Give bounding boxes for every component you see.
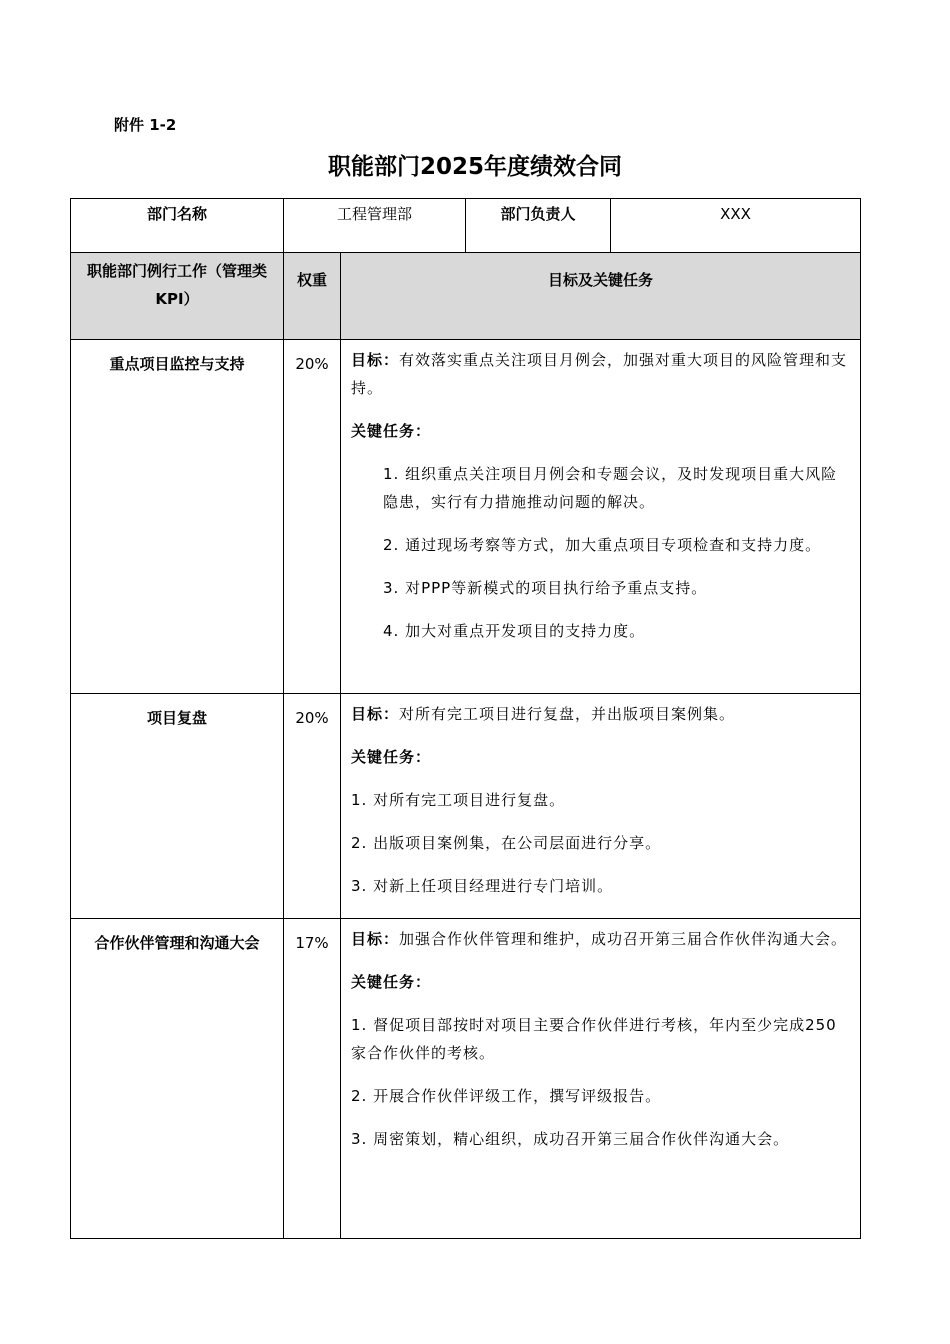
task-item: 3. 对新上任项目经理进行专门培训。 [351,877,614,895]
goal-text: 对所有完工项目进行复盘，并出版项目案例集。 [399,705,736,723]
tasks-label: 关键任务： [351,973,432,991]
dept-name-label: 部门名称 [71,199,284,253]
performance-contract-table [70,198,861,1239]
task-item: 2. 通过现场考察等方式，加大重点项目专项检查和支持力度。 [383,536,822,554]
goal-label: 目标： [351,351,400,369]
item-weight: 17% [284,919,341,1239]
dept-head-label: 部门负责人 [466,199,611,253]
item-name: 重点项目监控与支持 [71,340,284,694]
document-title: 职能部门2025年度绩效合同 [327,154,622,180]
goal-text: 有效落实重点关注项目月例会，加强对重大项目的风险管理和支持。 [351,351,848,397]
dept-name-value: 工程管理部 [284,199,466,253]
task-item: 2. 开展合作伙伴评级工作，撰写评级报告。 [351,1087,662,1105]
item-weight: 20% [284,694,341,919]
item-name: 项目复盘 [71,694,284,919]
task-item: 3. 对PPP等新模式的项目执行给予重点支持。 [383,579,708,597]
table-row [71,919,861,1239]
department-info-row [71,199,861,253]
dept-head-value: XXX [611,199,861,253]
item-detail [341,919,861,1239]
task-item: 2. 出版项目案例集，在公司层面进行分享。 [351,834,662,852]
table-row [71,694,861,919]
item-detail [341,694,861,919]
goals-column-header: 目标及关键任务 [341,253,861,340]
tasks-label: 关键任务： [351,748,432,766]
task-item: 3. 周密策划，精心组织，成功召开第三届合作伙伴沟通大会。 [351,1130,790,1148]
goal-label: 目标： [351,705,400,723]
tasks-label: 关键任务： [351,422,432,440]
goal-text: 加强合作伙伴管理和维护，成功召开第三届合作伙伴沟通大会。 [399,930,848,948]
task-item: 1. 组织重点关注项目月例会和专题会议，及时发现项目重大风险隐患，实行有力措施推动问题的解决。 [383,465,838,511]
task-item: 1. 对所有完工项目进行复盘。 [351,791,566,809]
work-column-header: 职能部门例行工作（管理类KPI） [71,253,284,340]
item-detail [341,340,861,694]
goal-label: 目标： [351,930,400,948]
item-name: 合作伙伴管理和沟通大会 [71,919,284,1239]
item-weight: 20% [284,340,341,694]
attachment-label: 附件 1-2 [114,116,177,134]
task-item: 1. 督促项目部按时对项目主要合作伙伴进行考核，年内至少完成250家合作伙伴的考核。 [351,1016,837,1062]
column-header-row [71,253,861,340]
table-row [71,340,861,694]
task-item: 4. 加大对重点开发项目的支持力度。 [383,622,646,640]
weight-column-header: 权重 [284,253,341,340]
